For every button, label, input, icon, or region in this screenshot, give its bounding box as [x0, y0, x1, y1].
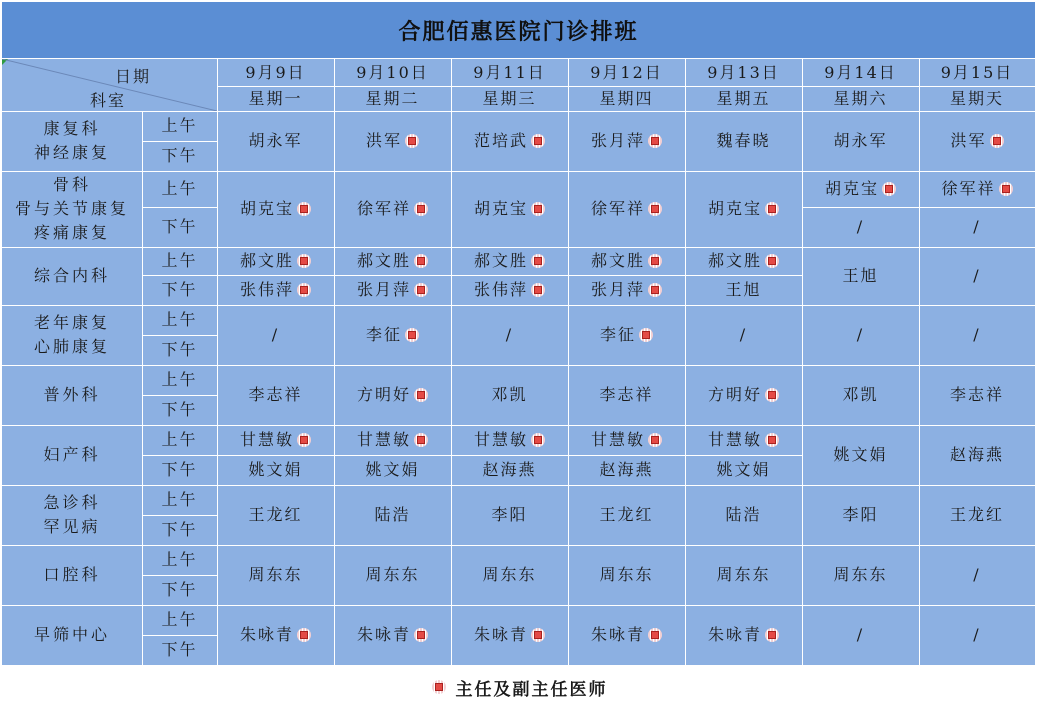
- doctor-cell: [685, 425, 802, 455]
- senior-doctor-stamp-icon: [414, 388, 428, 402]
- grid-line: [2, 485, 1035, 486]
- doctor-cell: [919, 207, 1035, 247]
- doctor-cell: [568, 485, 685, 545]
- senior-doctor-stamp-icon: [414, 433, 428, 447]
- doctor-cell: [217, 605, 334, 665]
- senior-doctor-stamp-icon: [405, 328, 419, 342]
- doctor-name: 甘慧敏: [590, 430, 645, 449]
- grid-line: [685, 455, 802, 456]
- doctor-name: 洪军: [365, 131, 402, 150]
- doctor-cell: [568, 545, 685, 605]
- grid-line: [451, 455, 568, 456]
- grid-line: [2, 545, 1035, 546]
- schedule-table: [2, 59, 1035, 665]
- doctor-name: 李征: [365, 325, 402, 344]
- senior-doctor-stamp-icon: [765, 388, 779, 402]
- department-name: [2, 425, 142, 485]
- doctor-name: /: [271, 325, 280, 344]
- am-label: 上午: [161, 550, 198, 569]
- senior-doctor-stamp-icon: [531, 254, 545, 268]
- pm-label: 下午: [161, 280, 198, 299]
- doctor-name: 李征: [599, 325, 636, 344]
- doctor-name: 胡永军: [248, 131, 303, 150]
- weekday-header: 星期五: [716, 88, 771, 108]
- grid-line: [2, 425, 1035, 426]
- department-name-line: 老年康复: [33, 313, 110, 332]
- pm-label: 下午: [161, 146, 198, 165]
- grid-line: [142, 575, 217, 576]
- senior-doctor-stamp-icon: [765, 254, 779, 268]
- doctor-name: 胡克宝: [239, 199, 294, 218]
- pm-label: 下午: [161, 520, 198, 539]
- grid-line: [334, 59, 335, 665]
- department-name-line: 骨科: [52, 175, 91, 194]
- doctor-cell: [334, 605, 451, 665]
- doctor-cell: [919, 545, 1035, 605]
- senior-doctor-stamp-icon: [414, 628, 428, 642]
- doctor-name: 甘慧敏: [707, 430, 762, 449]
- senior-doctor-stamp-icon: [765, 202, 779, 216]
- doctor-cell: [919, 365, 1035, 425]
- grid-line: [2, 247, 1035, 248]
- doctor-name: 王龙红: [248, 505, 303, 524]
- doctor-cell: [685, 605, 802, 665]
- pm-label: 下午: [161, 460, 198, 479]
- doctor-cell: [217, 111, 334, 171]
- weekday-header: 星期二: [365, 88, 420, 108]
- doctor-cell: [919, 305, 1035, 365]
- doctor-cell: [451, 111, 568, 171]
- senior-doctor-stamp-icon: [765, 433, 779, 447]
- pm-label: 下午: [161, 217, 198, 236]
- date-header: 9月9日: [245, 62, 306, 82]
- doctor-name: 周东东: [482, 565, 537, 584]
- doctor-cell: [334, 365, 451, 425]
- department-name: [2, 247, 142, 305]
- grid-line: [2, 171, 1035, 172]
- senior-doctor-stamp-icon: [648, 433, 662, 447]
- senior-doctor-stamp-icon: [648, 254, 662, 268]
- senior-doctor-stamp-icon: [414, 254, 428, 268]
- am-label: 上午: [161, 179, 198, 198]
- doctor-name: 朱咏青: [356, 625, 411, 644]
- doctor-name: 赵海燕: [482, 460, 537, 479]
- doctor-name: 张伟萍: [239, 280, 294, 299]
- doctor-cell: [568, 111, 685, 171]
- doctor-name: 胡永军: [833, 131, 888, 150]
- doctor-cell: [451, 455, 568, 485]
- pm-label: 下午: [161, 400, 198, 419]
- department-name: [2, 605, 142, 665]
- senior-doctor-stamp-icon: [297, 628, 311, 642]
- doctor-name: 郝文胜: [707, 251, 762, 270]
- grid-line: [568, 59, 569, 665]
- doctor-cell: [802, 485, 919, 545]
- doctor-cell: [217, 171, 334, 247]
- doctor-cell: [334, 275, 451, 305]
- doctor-name: 范培武: [473, 131, 528, 150]
- doctor-name: /: [973, 625, 981, 644]
- pm-label: 下午: [161, 640, 198, 659]
- grid-line: [142, 141, 217, 142]
- am-label: 上午: [161, 251, 198, 270]
- doctor-cell: [451, 305, 568, 365]
- grid-line: [142, 207, 217, 208]
- department-name-line: 疼痛康复: [33, 223, 110, 242]
- doctor-cell: [334, 247, 451, 275]
- doctor-name: 方明好: [707, 385, 762, 404]
- grid-line: [802, 59, 803, 665]
- doctor-cell: [919, 171, 1035, 207]
- grid-line: [142, 275, 217, 276]
- senior-doctor-stamp-icon: [414, 283, 428, 297]
- doctor-name: 张月萍: [590, 280, 645, 299]
- department-name-line: 心肺康复: [33, 337, 110, 356]
- department-name: [2, 171, 142, 247]
- doctor-name: 朱咏青: [239, 625, 294, 644]
- department-name-line: 口腔科: [43, 565, 101, 584]
- am-label: 上午: [161, 430, 198, 449]
- grid-line: [2, 365, 1035, 366]
- date-header: 9月15日: [940, 62, 1014, 82]
- date-header: 9月12日: [590, 62, 663, 82]
- pm-label: 下午: [161, 340, 198, 359]
- department-name: [2, 305, 142, 365]
- doctor-name: 徐军祥: [590, 199, 645, 218]
- doctor-name: 胡克宝: [473, 199, 528, 218]
- doctor-name: 李阳: [491, 505, 528, 524]
- doctor-name: 李志祥: [248, 385, 303, 404]
- doctor-cell: [802, 171, 919, 207]
- doctor-name: 甘慧敏: [239, 430, 294, 449]
- senior-doctor-stamp-icon: [297, 283, 311, 297]
- senior-doctor-stamp-icon: [531, 283, 545, 297]
- grid-line: [685, 59, 686, 665]
- senior-doctor-stamp-icon: [648, 283, 662, 297]
- grid-line: [919, 207, 1035, 208]
- doctor-cell: [685, 111, 802, 171]
- am-label: 上午: [161, 490, 198, 509]
- grid-line: [142, 455, 217, 456]
- senior-doctor-stamp-icon: [297, 254, 311, 268]
- doctor-name: /: [739, 325, 748, 344]
- department-header-label: 科室: [90, 91, 127, 110]
- date-header: 9月11日: [473, 62, 546, 82]
- senior-doctor-stamp-icon: [297, 202, 311, 216]
- doctor-cell: [334, 485, 451, 545]
- senior-doctor-stamp-icon: [297, 433, 311, 447]
- doctor-cell: [685, 455, 802, 485]
- grid-line: [334, 275, 451, 276]
- doctor-cell: [334, 305, 451, 365]
- doctor-name: 郝文胜: [473, 251, 528, 270]
- date-header: 9月10日: [356, 62, 429, 82]
- senior-doctor-stamp-icon: [639, 328, 653, 342]
- department-name-line: 普外科: [43, 385, 101, 404]
- doctor-name: 陆浩: [374, 505, 411, 524]
- doctor-cell: [217, 455, 334, 485]
- department-name-line: 早筛中心: [33, 625, 110, 644]
- doctor-cell: [685, 247, 802, 275]
- department-name-line: 骨与关节康复: [14, 199, 129, 218]
- grid-line: [919, 59, 920, 665]
- grid-line: [802, 207, 919, 208]
- doctor-cell: [451, 425, 568, 455]
- doctor-name: 姚文娟: [365, 460, 420, 479]
- doctor-cell: [919, 247, 1035, 305]
- senior-doctor-stamp-icon: [531, 134, 545, 148]
- doctor-cell: [568, 455, 685, 485]
- senior-doctor-stamp-icon: [882, 182, 896, 196]
- grid-line: [217, 59, 218, 665]
- doctor-name: 李志祥: [949, 385, 1004, 404]
- doctor-name: 邓凯: [491, 385, 528, 404]
- doctor-name: /: [856, 325, 865, 344]
- doctor-name: 张月萍: [590, 131, 645, 150]
- department-name-line: 综合内科: [33, 266, 110, 285]
- senior-doctor-stamp-icon: [531, 433, 545, 447]
- doctor-name: 李阳: [842, 505, 879, 524]
- doctor-name: 赵海燕: [599, 460, 654, 479]
- doctor-cell: [451, 605, 568, 665]
- senior-doctor-stamp-icon: [531, 202, 545, 216]
- department-name: [2, 111, 142, 171]
- senior-doctor-stamp-icon: [648, 202, 662, 216]
- grid-line: [142, 395, 217, 396]
- doctor-cell: [568, 305, 685, 365]
- doctor-name: /: [973, 217, 981, 236]
- legend-label: 主任及副主任医师: [455, 679, 608, 700]
- doctor-name: 周东东: [833, 565, 888, 584]
- department-name-line: 康复科: [43, 119, 101, 138]
- doctor-cell: [802, 365, 919, 425]
- doctor-cell: [802, 111, 919, 171]
- doctor-name: 徐军祥: [356, 199, 411, 218]
- date-header-label: 日期: [115, 67, 152, 86]
- doctor-name: 陆浩: [725, 505, 762, 524]
- doctor-name: 甘慧敏: [356, 430, 411, 449]
- grid-line: [142, 335, 217, 336]
- grid-line: [451, 275, 568, 276]
- doctor-cell: [685, 485, 802, 545]
- grid-line: [142, 515, 217, 516]
- grid-line: [568, 455, 685, 456]
- grid-line: [334, 455, 451, 456]
- doctor-name: 徐军祥: [941, 179, 996, 198]
- weekday-header: 星期六: [833, 88, 888, 108]
- grid-line: [2, 111, 1035, 112]
- weekday-header: 星期四: [599, 88, 654, 108]
- doctor-cell: [802, 305, 919, 365]
- doctor-name: 邓凯: [842, 385, 879, 404]
- doctor-cell: [568, 247, 685, 275]
- department-name: [2, 545, 142, 605]
- doctor-cell: [217, 365, 334, 425]
- doctor-name: 朱咏青: [590, 625, 645, 644]
- doctor-name: /: [973, 565, 981, 584]
- doctor-cell: [451, 171, 568, 247]
- department-name-line: 神经康复: [33, 143, 110, 162]
- doctor-cell: [334, 171, 451, 247]
- department-name: [2, 365, 142, 425]
- doctor-name: 王旭: [725, 280, 762, 299]
- doctor-cell: [568, 605, 685, 665]
- doctor-cell: [217, 425, 334, 455]
- doctor-name: 王龙红: [949, 505, 1004, 524]
- doctor-cell: [685, 171, 802, 247]
- doctor-name: /: [856, 217, 865, 236]
- doctor-cell: [802, 545, 919, 605]
- senior-doctor-stamp-icon: [990, 134, 1004, 148]
- grid-line: [2, 605, 1035, 606]
- doctor-cell: [334, 545, 451, 605]
- department-name-line: 妇产科: [43, 445, 101, 464]
- date-header: 9月13日: [707, 62, 780, 82]
- doctor-name: 王龙红: [599, 505, 654, 524]
- doctor-name: 王旭: [842, 266, 879, 285]
- legend: [0, 672, 1039, 702]
- doctor-cell: [334, 455, 451, 485]
- grid-line: [568, 275, 685, 276]
- doctor-name: 周东东: [248, 565, 303, 584]
- grid-line: [142, 635, 217, 636]
- am-label: 上午: [161, 310, 198, 329]
- doctor-cell: [568, 275, 685, 305]
- senior-doctor-stamp-icon: [531, 628, 545, 642]
- grid-line: [217, 86, 1035, 87]
- senior-doctor-stamp-icon: [765, 628, 779, 642]
- doctor-name: 郝文胜: [590, 251, 645, 270]
- grid-line: [451, 59, 452, 665]
- doctor-cell: [568, 365, 685, 425]
- senior-doctor-stamp-icon: [999, 182, 1013, 196]
- doctor-name: 张伟萍: [473, 280, 528, 299]
- doctor-cell: [334, 111, 451, 171]
- doctor-cell: [451, 365, 568, 425]
- department-name-line: 急诊科: [43, 493, 101, 512]
- doctor-name: 朱咏青: [473, 625, 528, 644]
- doctor-cell: [802, 247, 919, 305]
- doctor-cell: [685, 545, 802, 605]
- page-title: 合肥佰惠医院门诊排班: [2, 2, 1035, 58]
- senior-doctor-stamp-icon: [414, 202, 428, 216]
- doctor-cell: [217, 305, 334, 365]
- doctor-name: 周东东: [716, 565, 771, 584]
- doctor-cell: [217, 485, 334, 545]
- doctor-cell: [451, 485, 568, 545]
- doctor-name: 郝文胜: [239, 251, 294, 270]
- doctor-cell: [217, 247, 334, 275]
- doctor-name: 胡克宝: [707, 199, 762, 218]
- weekday-header: 星期天: [949, 88, 1004, 108]
- doctor-name: 张月萍: [356, 280, 411, 299]
- senior-doctor-stamp-icon: [432, 680, 446, 694]
- date-header: 9月14日: [824, 62, 897, 82]
- doctor-cell: [451, 275, 568, 305]
- department-name-line: 罕见病: [43, 517, 101, 536]
- doctor-cell: [685, 365, 802, 425]
- weekday-header: 星期三: [482, 88, 537, 108]
- doctor-name: 姚文娟: [248, 460, 303, 479]
- doctor-cell: [919, 425, 1035, 485]
- doctor-cell: [685, 275, 802, 305]
- doctor-cell: [919, 111, 1035, 171]
- doctor-name: 李志祥: [599, 385, 654, 404]
- doctor-name: 周东东: [599, 565, 654, 584]
- am-label: 上午: [161, 610, 198, 629]
- am-label: 上午: [161, 370, 198, 389]
- doctor-name: 洪军: [950, 131, 987, 150]
- doctor-name: 甘慧敏: [473, 430, 528, 449]
- doctor-cell: [451, 247, 568, 275]
- doctor-cell: [217, 545, 334, 605]
- doctor-name: 魏春晓: [716, 131, 771, 150]
- senior-doctor-stamp-icon: [648, 134, 662, 148]
- doctor-name: /: [505, 325, 514, 344]
- doctor-cell: [802, 605, 919, 665]
- senior-doctor-stamp-icon: [648, 628, 662, 642]
- doctor-name: 胡克宝: [824, 179, 879, 198]
- doctor-cell: [568, 171, 685, 247]
- doctor-name: 周东东: [365, 565, 420, 584]
- doctor-name: 朱咏青: [707, 625, 762, 644]
- doctor-name: /: [973, 325, 981, 344]
- doctor-cell: [685, 305, 802, 365]
- doctor-cell: [334, 425, 451, 455]
- doctor-name: 赵海燕: [949, 445, 1004, 464]
- doctor-cell: [451, 545, 568, 605]
- doctor-name: /: [973, 266, 981, 285]
- department-name: [2, 485, 142, 545]
- doctor-name: 姚文娟: [716, 460, 771, 479]
- doctor-cell: [919, 605, 1035, 665]
- doctor-cell: [919, 485, 1035, 545]
- doctor-name: /: [856, 625, 865, 644]
- grid-line: [2, 305, 1035, 306]
- pm-label: 下午: [161, 580, 198, 599]
- doctor-cell: [217, 275, 334, 305]
- weekday-header: 星期一: [248, 88, 303, 108]
- grid-line: [217, 275, 334, 276]
- grid-line: [685, 275, 802, 276]
- doctor-cell: [802, 207, 919, 247]
- am-label: 上午: [161, 116, 198, 135]
- doctor-name: 姚文娟: [833, 445, 888, 464]
- doctor-name: 郝文胜: [356, 251, 411, 270]
- grid-line: [217, 455, 334, 456]
- doctor-cell: [568, 425, 685, 455]
- doctor-name: 方明好: [356, 385, 411, 404]
- senior-doctor-stamp-icon: [405, 134, 419, 148]
- doctor-cell: [802, 425, 919, 485]
- grid-line: [142, 111, 143, 665]
